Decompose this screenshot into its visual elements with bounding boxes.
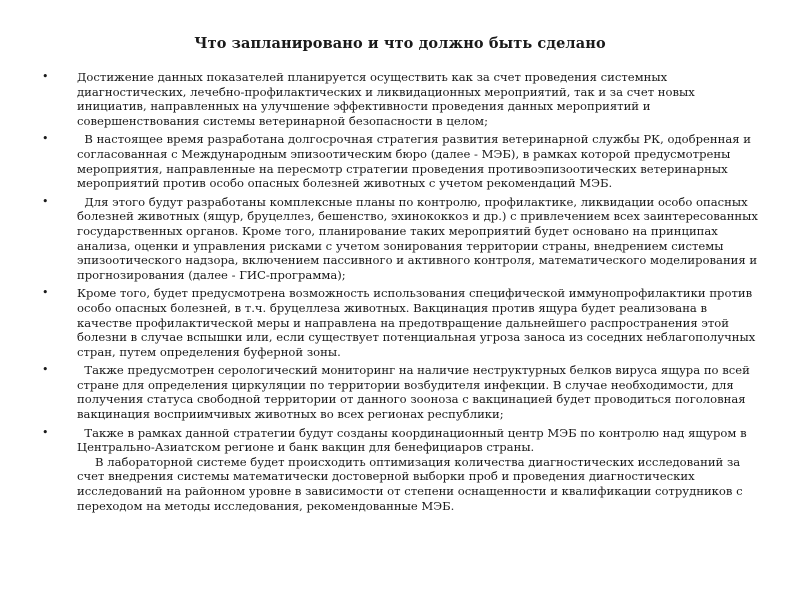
list-item [40,286,760,359]
bullet-icon: • [42,132,49,146]
bullet-icon: • [42,363,49,377]
bullet-icon: • [42,194,49,208]
bullet-icon: • [42,286,49,300]
list-item [40,132,760,190]
paragraph-text: Достижение данных показателей планируется осуществить как за счет проведения системных диагностических, лечебно-профилактических и ликвидационных мероприятий, так и за счет новых инициатив, направленных на улучшение эффективности проведения данных мероприятий и совершенствования системы ветеринарной безопасности в целом; [77,70,699,128]
bullet-list [40,70,760,517]
list-item [40,426,760,514]
paragraph-continuation: В лабораторной системе будет происходить оптимизация количества диагностических исследований за счет внедрения системы математически достоверной выборки проб и проведения диагностических исследований на районном уровне в зависимости от степени оснащенности и квалификации сотрудников с переходом на методы исследования, рекомендованные МЭБ. [77,454,747,513]
list-item [40,363,760,421]
bullet-icon: • [42,70,49,83]
paragraph-text: Кроме того, будет предусмотрена возможность использования специфической иммунопрофилактики против особо опасных болезней, в т.ч. бруцеллеза животных. Вакцинация против ящура будет реализована в качестве профилактической меры и направлена на предотвращение дальнейшего распространения этой болезни в случае вспышки или, если существует потенциальная угроза заноса из соседних неблагополучных стран, путем определения буферной зоны. [77,286,759,359]
bullet-icon: • [42,425,49,439]
paragraph-text: В настоящее время разработана долгосрочная стратегия развития ветеринарной службы РК, одобренная и согласованная с Международным эпизоотическим бюро (далее - МЭБ), в рамках которой предусмотрены мероприятия, направленные на пересмотр стратегии проведения противоэпизоотических ветеринарных мероприятий против особо опасных болезней животных с учетом рекомендаций МЭБ. [77,132,755,191]
paragraph-text: Для этого будут разработаны комплексные планы по контролю, профилактике, ликвидации особо опасных болезней животных (ящур, бруцеллез, бешенство, эхинококкоз и др.) с привлечением всех заинтересованных государственных органов. Кроме того, планирование таких мероприятий будет основано на принципах анализа, оценки и управления рисками с учетом зонирования территории страны, внедрением системы эпизоотического надзора, включением пассивного и активного контроля, математического моделирования и прогнозирования (далее - ГИС-программа); [77,194,762,282]
list-item [40,70,760,128]
page-title: Что запланировано и что должно быть сделано [194,35,606,52]
paragraph-text: Также в рамках данной стратегии будут созданы координационный центр МЭБ по контролю над ящуром в Центрально-Азиатском регионе и банк вакцин для бенефициаров страны. [77,425,751,455]
paragraph-text: Также предусмотрен серологический мониторинг на наличие неструктурных белков вируса ящура по всей стране для определения циркуляции по территории возбудителя инфекции. В случае необходимости, для получения статуса свободной территории от данного зооноза с вакцинацией будет проводиться поголовная вакцинация восприимчивых животных во всех регионах республики; [77,363,754,422]
list-item [40,195,760,283]
